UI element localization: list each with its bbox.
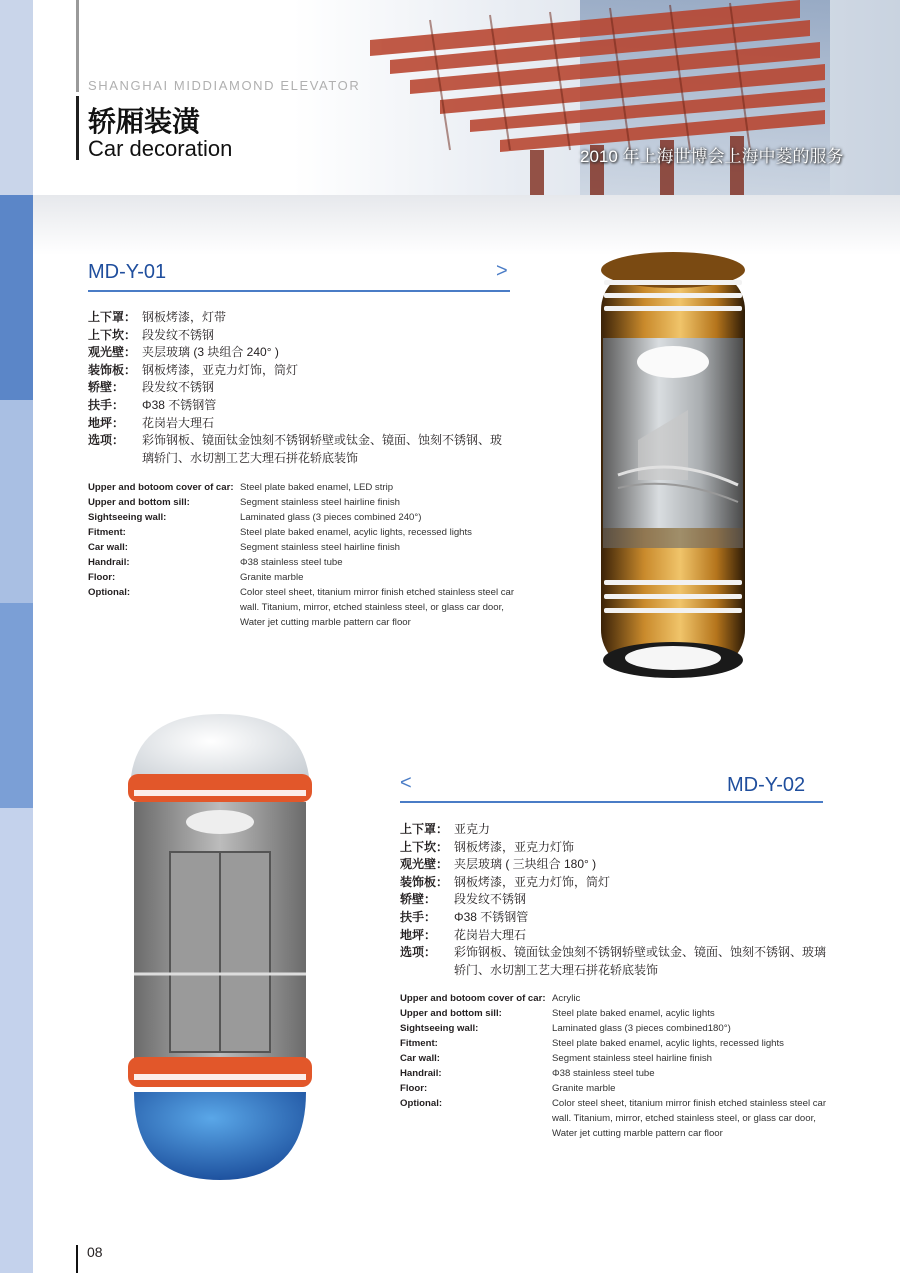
header-divider-grey <box>76 0 79 92</box>
spec-row <box>400 1081 830 1096</box>
spec-row <box>400 821 830 839</box>
spec-row <box>88 495 518 510</box>
sidebar-stripe-top <box>0 0 33 195</box>
spec-key: 地坪： <box>400 927 437 942</box>
spec-key: Upper and bottom sill: <box>88 497 190 508</box>
spec-key: Sightseeing wall: <box>88 512 167 523</box>
spec-value: Segment stainless steel hairline finish <box>240 542 400 553</box>
spec-value: 钢板烤漆，亚克力灯饰 <box>454 839 575 854</box>
spec-row <box>88 525 518 540</box>
spec-row <box>88 480 518 495</box>
spec-row <box>400 891 830 909</box>
spec-value: 亚克力 <box>454 822 491 836</box>
spec-value: 彩饰钢板、镜面钛金蚀刻不锈钢轿壁或钛金、镜面、蚀刻不锈钢、玻璃轿门、水切割工艺大理石拼花轿底装饰 <box>454 945 827 977</box>
spec-value: Color steel sheet, titanium mirror finish etched stainless steel car wall. Titanium, mirror, etched stainless steel, or glass car door, Water jet cutting marble pattern car floor <box>552 1098 827 1139</box>
spec-row <box>88 327 508 345</box>
spec-value: Φ38 不锈钢管 <box>454 909 529 924</box>
spec-value: 夹层玻璃 (3 块组合 240° ) <box>142 345 279 360</box>
spec-value: Φ38 stainless steel tube <box>552 1068 655 1079</box>
spec-value: Φ38 不锈钢管 <box>142 397 217 412</box>
spec-row <box>88 540 518 555</box>
spec-value: 花岗岩大理石 <box>142 415 215 430</box>
spec-row <box>88 362 508 380</box>
spec-key: 装饰板： <box>88 362 137 377</box>
spec-value: 钢板烤漆，亚克力灯饰，筒灯 <box>454 874 611 889</box>
brand-name: SHANGHAI MIDDIAMOND ELEVATOR <box>88 78 361 93</box>
spec-key: 扶手： <box>400 909 437 924</box>
spec-key: 观光壁： <box>400 857 449 872</box>
spec-key: 轿壁： <box>400 892 437 907</box>
spec-value: Laminated glass (3 pieces combined 240°) <box>240 512 422 523</box>
spec-value: Segment stainless steel hairline finish <box>552 1053 712 1064</box>
header-divider-dark <box>76 96 79 160</box>
spec-row <box>400 1036 830 1051</box>
spec-row <box>400 1096 830 1141</box>
spec-en-2 <box>400 991 830 1141</box>
chevron-left-icon: < <box>400 772 412 794</box>
spec-row <box>88 585 518 630</box>
spec-row <box>88 555 518 570</box>
sidebar-stripe-3 <box>0 400 33 603</box>
spec-row <box>400 944 830 979</box>
spec-row <box>400 856 830 874</box>
spec-value: 钢板烤漆，灯带 <box>142 310 227 324</box>
spec-key: 上下坎： <box>88 327 137 342</box>
page-number: 08 <box>87 1244 103 1260</box>
spec-key: 选项： <box>88 433 125 448</box>
spec-row <box>88 397 508 415</box>
section-rule-1 <box>88 290 510 292</box>
page-title-en: Car decoration <box>88 136 233 161</box>
spec-key: 上下罩： <box>88 310 137 324</box>
spec-row <box>88 415 508 433</box>
spec-key: Upper and bottom sill: <box>400 1008 502 1019</box>
spec-row <box>400 927 830 945</box>
spec-row <box>400 991 830 1006</box>
spec-value: Steel plate baked enamel, LED strip <box>240 482 394 493</box>
spec-key: 上下罩： <box>400 822 449 836</box>
sidebar-stripe-4 <box>0 603 33 808</box>
spec-value: 段发纹不锈钢 <box>454 892 527 907</box>
page-title-cn: 轿厢装潢 <box>88 106 201 137</box>
spec-row <box>88 344 508 362</box>
header-fade <box>33 195 900 255</box>
spec-key: 轿壁： <box>88 380 125 395</box>
page-number-divider <box>76 1245 78 1273</box>
spec-value: Steel plate baked enamel, acylic lights, recessed lights <box>552 1038 784 1049</box>
spec-key: Car wall: <box>88 542 128 553</box>
spec-key: 扶手： <box>88 397 125 412</box>
spec-key: 地坪： <box>88 415 125 430</box>
spec-row <box>88 309 508 327</box>
spec-value: Granite marble <box>240 572 304 583</box>
spec-key: Fitment: <box>400 1038 438 1049</box>
spec-key: Upper and botoom cover of car: <box>400 993 546 1004</box>
model-title-2: MD-Y-02 <box>727 774 806 796</box>
spec-row <box>400 1066 830 1081</box>
spec-value: Granite marble <box>552 1083 616 1094</box>
sidebar-stripe-bottom <box>0 808 33 1273</box>
spec-key: Floor: <box>400 1083 428 1094</box>
spec-row <box>400 1051 830 1066</box>
section-rule-2 <box>400 801 823 803</box>
elevator-car-image-1 <box>598 250 748 680</box>
spec-value: Segment stainless steel hairline finish <box>240 497 400 508</box>
spec-row <box>88 379 508 397</box>
sidebar-stripe-2 <box>0 195 33 400</box>
spec-value: 段发纹不锈钢 <box>142 380 215 395</box>
spec-value: 钢板烤漆，亚克力灯饰，筒灯 <box>142 362 299 377</box>
expo-caption: 2010 年上海世博会上海中菱的服务 <box>580 147 844 166</box>
spec-value: 夹层玻璃 ( 三块组合 180° ) <box>454 857 597 872</box>
spec-key: Car wall: <box>400 1053 440 1064</box>
spec-row <box>400 874 830 892</box>
spec-row <box>400 839 830 857</box>
spec-value: 花岗岩大理石 <box>454 927 527 942</box>
spec-key: Handrail: <box>88 557 130 568</box>
spec-value: 段发纹不锈钢 <box>142 327 215 342</box>
spec-key: Optional: <box>88 587 131 598</box>
spec-row <box>88 570 518 585</box>
spec-key: 上下坎： <box>400 839 449 854</box>
spec-row <box>400 1006 830 1021</box>
spec-value: Laminated glass (3 pieces combined180°) <box>552 1023 731 1034</box>
spec-en-1 <box>88 480 518 630</box>
spec-value: Steel plate baked enamel, acylic lights <box>552 1008 715 1019</box>
spec-row <box>88 432 508 467</box>
spec-value: 彩饰钢板、镜面钛金蚀刻不锈钢轿壁或钛金、镜面、蚀刻不锈钢、玻璃轿门、水切割工艺大理石拼花轿底装饰 <box>142 433 503 465</box>
spec-key: Upper and botoom cover of car: <box>88 482 234 493</box>
spec-cn-1 <box>88 309 508 467</box>
spec-key: Optional: <box>400 1098 443 1109</box>
spec-key: 装饰板： <box>400 874 449 889</box>
spec-row <box>400 1021 830 1036</box>
chevron-right-icon: > <box>496 260 508 282</box>
spec-cn-2 <box>400 821 830 979</box>
spec-key: Sightseeing wall: <box>400 1023 479 1034</box>
spec-key: 选项： <box>400 945 437 960</box>
spec-row <box>400 909 830 927</box>
spec-key: Floor: <box>88 572 116 583</box>
spec-key: 观光壁： <box>88 345 137 360</box>
spec-value: Steel plate baked enamel, acylic lights, recessed lights <box>240 527 472 538</box>
spec-row <box>88 510 518 525</box>
model-title-1: MD-Y-01 <box>88 261 167 283</box>
spec-key: Fitment: <box>88 527 126 538</box>
elevator-car-image-2 <box>120 712 320 1182</box>
spec-value: Acrylic <box>552 993 581 1004</box>
spec-key: Handrail: <box>400 1068 442 1079</box>
spec-value: Φ38 stainless steel tube <box>240 557 343 568</box>
spec-value: Color steel sheet, titanium mirror finish etched stainless steel car wall. Titanium, mirror, etched stainless steel, or glass car door, Water jet cutting marble pattern car floor <box>240 587 515 628</box>
